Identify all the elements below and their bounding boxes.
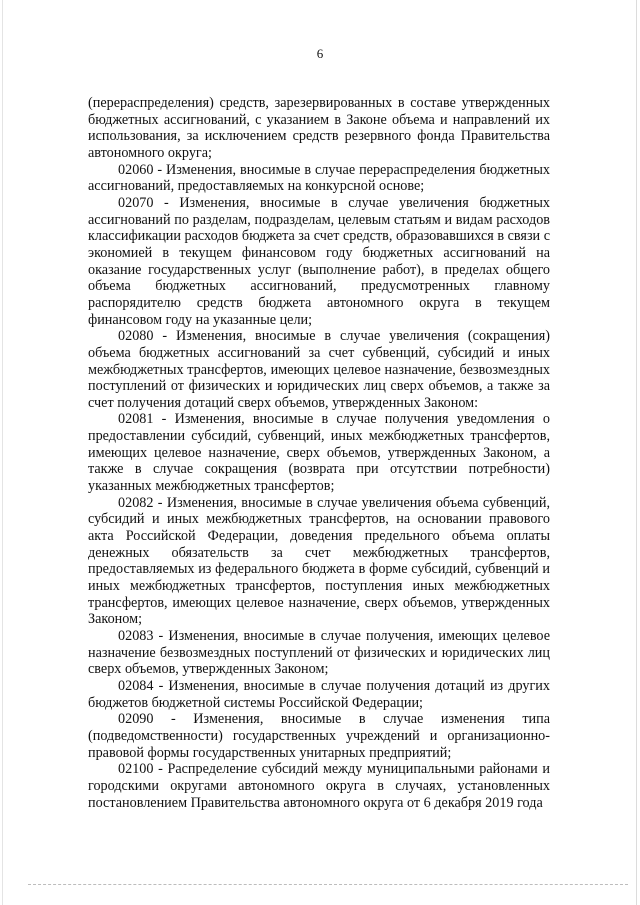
paragraph-02070: 02070 - Изменения, вносимые в случае увеличения бюджетных ассигнований по разделам, подразделам, целевым статьям и видам расходов классификации расходов бюджета за счет средств, образовавшихся в связи с экономией в текущем финансовом году бюджетных ассигнований на оказание государственных услуг (выполнение работ), в пределах общего объема бюджетных ассигнований, предусмотренных главному распорядителю средств бюджета автономного округа в текущем финансовом году на указанные цели; (88, 194, 550, 328)
paragraph-02060: 02060 - Изменения, вносимые в случае перераспределения бюджетных ассигнований, предоставляемых на конкурсной основе; (88, 161, 550, 195)
page-number: 6 (316, 46, 324, 61)
paragraph-02081: 02081 - Изменения, вносимые в случае получения уведомления о предоставлении субсидий, субвенций, иных межбюджетных трансфертов, имеющих целевое назначение, сверх объемов, утвержденных Законом, а также в случае сокращения (возврата при отсутствии потребности) указанных межбюджетных трансфертов; (88, 411, 550, 495)
scan-artifact-line (28, 884, 628, 885)
body-text (88, 95, 550, 811)
paragraph-02090: 02090 - Изменения, вносимые в случае изменения типа (подведомственности) государственных учреждений и организационно-правовой формы государственных унитарных предприятий; (88, 711, 550, 761)
scan-edge-right (636, 0, 637, 905)
paragraph-02082: 02082 - Изменения, вносимые в случае увеличения объема субвенций, субсидий и иных межбюджетных трансфертов, на основании правового акта Российской Федерации, доведения предельного объема оплаты денежных обязательств за счет межбюджетных трансфертов, предоставляемых из федерального бюджета в форме субсидий, субвенций и иных межбюджетных трансфертов, поступления иных межбюджетных трансфертов, имеющих целевое назначение, сверх объемов, утвержденных Законом; (88, 494, 550, 628)
paragraph-02080: 02080 - Изменения, вносимые в случае увеличения (сокращения) объема бюджетных ассигнований за счет субвенций, субсидий и иных межбюджетных трансфертов, имеющих целевое назначение, безвозмездных поступлений от физических и юридических лиц сверх объемов, а также за счет получения дотаций сверх объемов, утвержденных Законом: (88, 328, 550, 411)
scan-edge-left (2, 0, 3, 905)
paragraph-continuation: (перераспределения) средств, зарезервированных в составе утвержденных бюджетных ассигнований, с указанием в Законе объема и направлений их использования, за исключением средств резервного фонда Правительства автономного округа; (88, 95, 550, 161)
paragraph-02084: 02084 - Изменения, вносимые в случае получения дотаций из других бюджетов бюджетной системы Российской Федерации; (88, 677, 550, 711)
paragraph-02083: 02083 - Изменения, вносимые в случае получения, имеющих целевое назначение безвозмездных поступлений от физических и юридических лиц сверх объемов, утвержденных Законом; (88, 628, 550, 678)
paragraph-02100: 02100 - Распределение субсидий между муниципальными районами и городскими округами автономного округа в случаях, установленных постановлением Правительства автономного округа от 6 декабря 2019 года (88, 761, 550, 811)
